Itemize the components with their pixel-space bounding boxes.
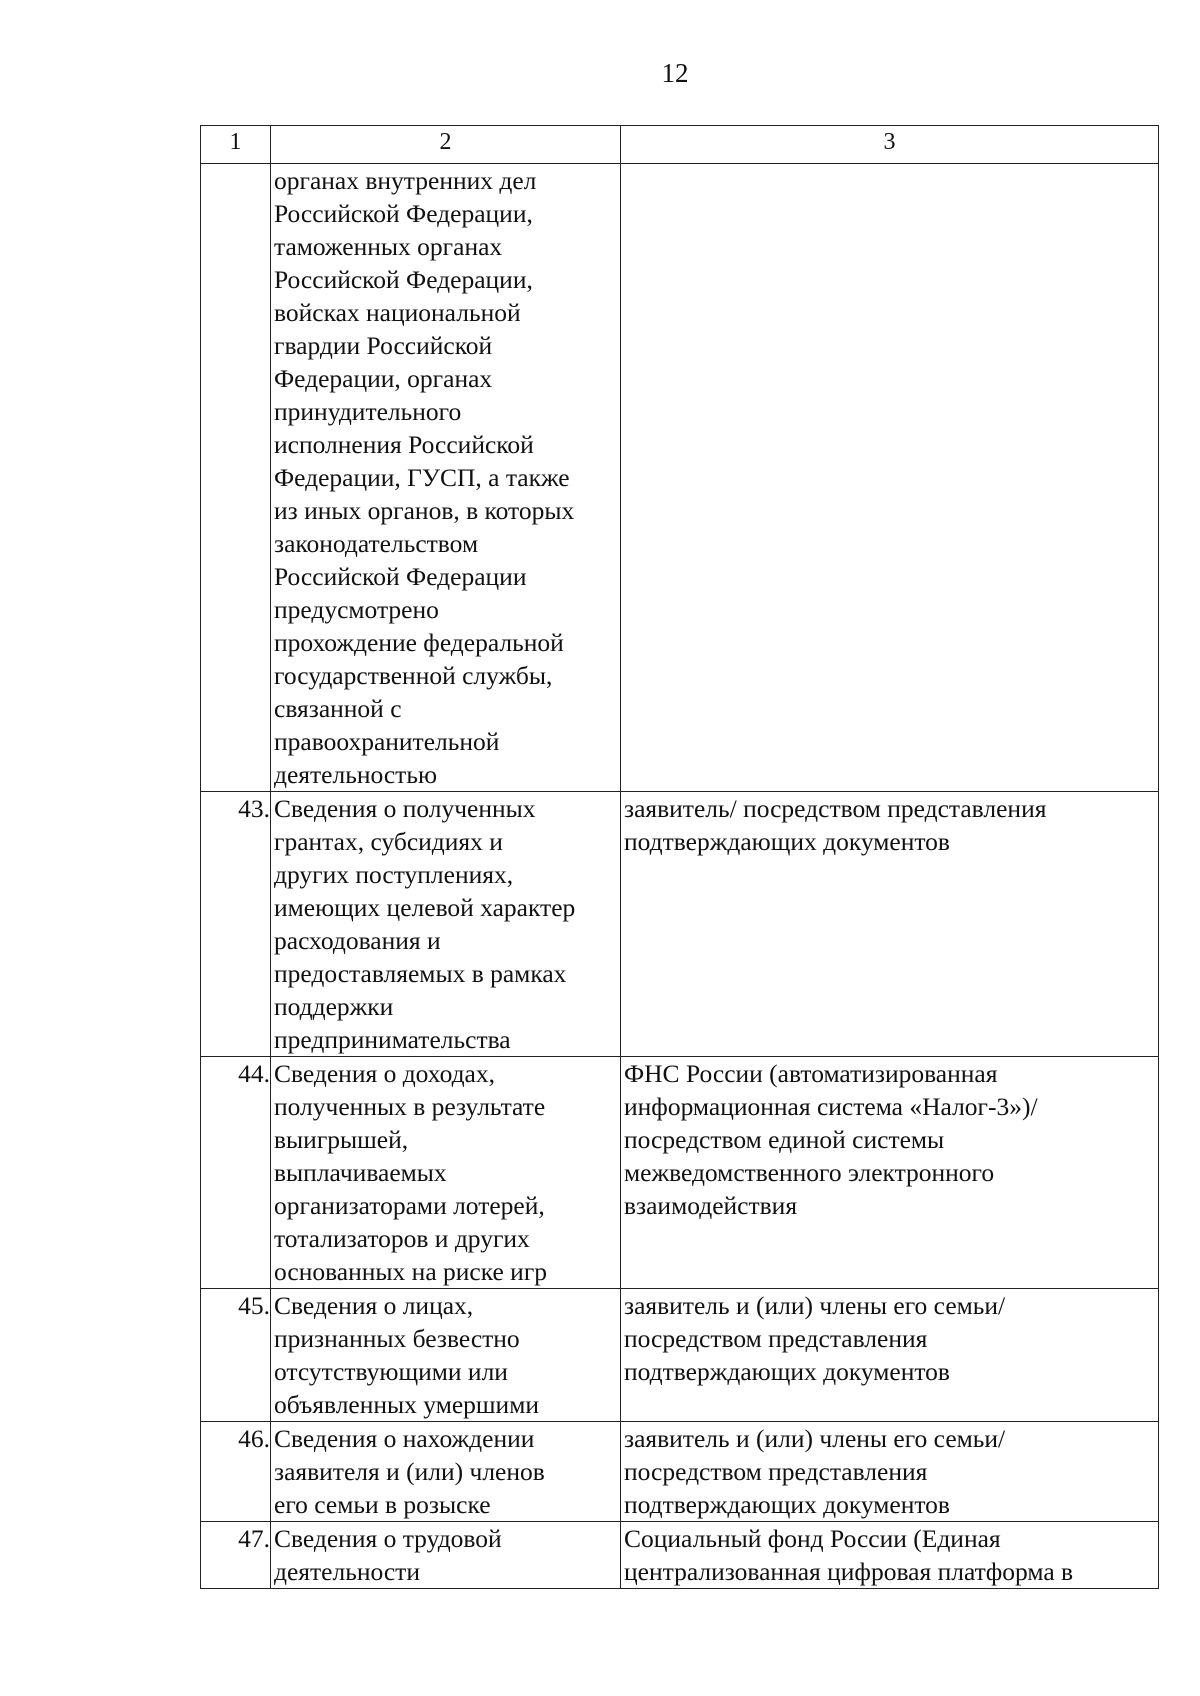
description-line: Российской Федерации,: [274, 265, 533, 294]
info-description-cell: [271, 1057, 621, 1289]
description-line: гвардии Российской: [274, 331, 493, 360]
description-line: Российской Федерации: [274, 562, 527, 591]
row-number: 44.: [201, 1057, 271, 1289]
info-description-cell: [271, 792, 621, 1057]
table-row: [201, 1422, 1159, 1522]
description-line: поддержки: [274, 992, 394, 1021]
table-row: [201, 1522, 1159, 1589]
header-col-2: 2: [271, 126, 621, 164]
description-line: признанных безвестно: [274, 1324, 520, 1353]
description-line: расходования и: [274, 926, 441, 955]
info-source-cell: [621, 1522, 1159, 1589]
description-line: связанной с: [274, 694, 402, 723]
description-line: предпринимательства: [274, 1025, 511, 1054]
source-line: заявитель и (или) члены его семьи/: [624, 1424, 1006, 1453]
description-line: Сведения о нахождении: [274, 1424, 535, 1453]
description-line: объявленных умершими: [274, 1390, 539, 1419]
info-description-cell: [271, 1422, 621, 1522]
source-line: подтверждающих документов: [624, 1357, 950, 1386]
description-line: законодательством: [274, 529, 479, 558]
description-line: организаторами лотерей,: [274, 1191, 545, 1220]
description-line: органах внутренних дел: [274, 166, 537, 195]
row-number: 46.: [201, 1422, 271, 1522]
description-line: предусмотрено: [274, 595, 439, 624]
description-line: прохождение федеральной: [274, 628, 564, 657]
table-row: [201, 1057, 1159, 1289]
table-row: [201, 164, 1159, 792]
description-line: заявителя и (или) членов: [274, 1457, 545, 1486]
description-line: других поступлениях,: [274, 860, 514, 889]
description-line: войсках национальной: [274, 298, 521, 327]
description-line: имеющих целевой характер: [274, 893, 576, 922]
description-line: полученных в результате: [274, 1092, 546, 1121]
description-line: Российской Федерации,: [274, 199, 533, 228]
source-line: взаимодействия: [624, 1191, 798, 1220]
description-line: грантах, субсидиях и: [274, 827, 503, 856]
description-line: деятельностью: [274, 760, 438, 789]
row-number: 47.: [201, 1522, 271, 1589]
row-number: 45.: [201, 1289, 271, 1422]
source-line: информационная система «Налог-3»)/: [624, 1092, 1038, 1121]
description-line: таможенных органах: [274, 232, 503, 261]
source-line: заявитель/ посредством представления: [624, 794, 1047, 823]
source-line: централизованная цифровая платформа в: [624, 1557, 1074, 1586]
table-row: [201, 792, 1159, 1057]
description-line: предоставляемых в рамках: [274, 959, 567, 988]
info-source-cell: [621, 164, 1159, 792]
description-line: выигрышей,: [274, 1125, 409, 1154]
page-number: 12: [661, 58, 689, 88]
source-line: подтверждающих документов: [624, 827, 950, 856]
source-line: межведомственного электронного: [624, 1158, 995, 1187]
description-line: основанных на риске игр: [274, 1257, 548, 1286]
description-line: тотализаторов и других: [274, 1224, 530, 1253]
source-line: ФНС России (автоматизированная: [624, 1059, 998, 1088]
source-line: посредством единой системы: [624, 1125, 945, 1154]
info-source-cell: [621, 1289, 1159, 1422]
source-line: посредством представления: [624, 1324, 928, 1353]
description-line: Сведения о полученных: [274, 794, 536, 823]
description-line: правоохранительной: [274, 727, 500, 756]
document-table: [200, 125, 1159, 1589]
info-description-cell: [271, 1522, 621, 1589]
description-line: Сведения о лицах,: [274, 1291, 474, 1320]
description-line: исполнения Российской: [274, 430, 534, 459]
row-number: 43.: [201, 792, 271, 1057]
info-source-cell: [621, 1057, 1159, 1289]
description-line: Сведения о трудовой: [274, 1524, 502, 1553]
description-line: Федерации, органах: [274, 364, 493, 393]
source-line: Социальный фонд России (Единая: [624, 1524, 1001, 1553]
info-description-cell: [271, 164, 621, 792]
info-source-cell: [621, 1422, 1159, 1522]
info-description-cell: [271, 1289, 621, 1422]
source-line: подтверждающих документов: [624, 1490, 950, 1519]
description-line: деятельности: [274, 1557, 420, 1586]
description-line: Федерации, ГУСП, а также: [274, 463, 570, 492]
source-line: заявитель и (или) члены его семьи/: [624, 1291, 1006, 1320]
description-line: его семьи в розыске: [274, 1490, 491, 1519]
description-line: из иных органов, в которых: [274, 496, 575, 525]
description-line: принудительного: [274, 397, 462, 426]
description-line: государственной службы,: [274, 661, 553, 690]
info-source-cell: [621, 792, 1159, 1057]
table-header-row: [201, 126, 1159, 164]
row-number: [201, 164, 271, 792]
source-line: посредством представления: [624, 1457, 928, 1486]
description-line: выплачиваемых: [274, 1158, 447, 1187]
table-row: [201, 1289, 1159, 1422]
description-line: отсутствующими или: [274, 1357, 508, 1386]
header-col-1: 1: [201, 126, 271, 164]
header-col-3: 3: [621, 126, 1159, 164]
description-line: Сведения о доходах,: [274, 1059, 495, 1088]
